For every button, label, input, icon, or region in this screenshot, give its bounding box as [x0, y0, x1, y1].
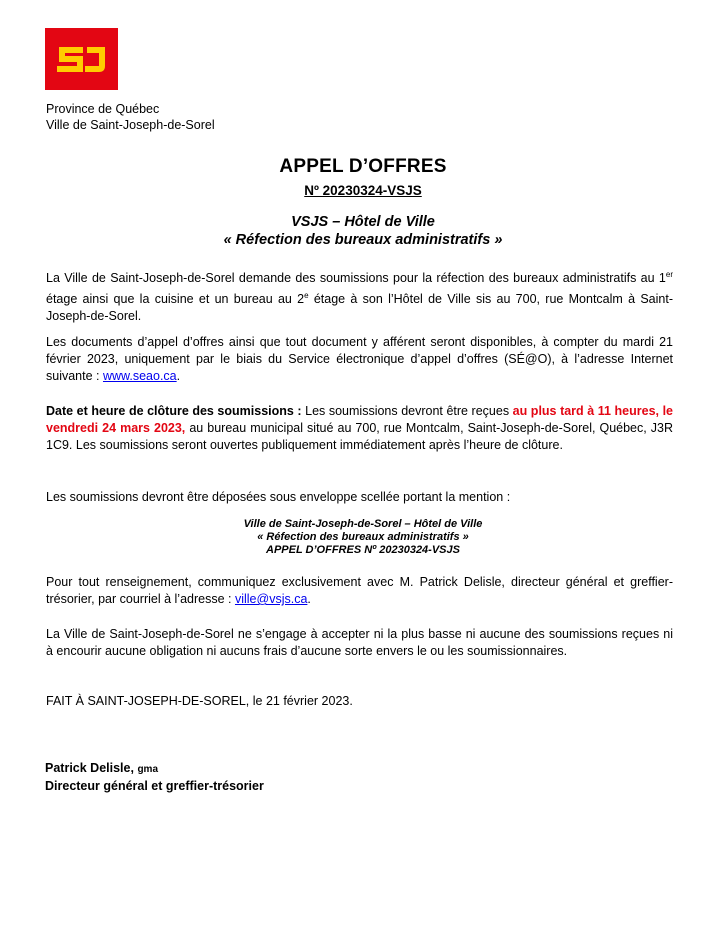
document-title: APPEL D’OFFRES — [279, 156, 447, 177]
mention-line-3: APPEL D’OFFRES Nº 20230324-VSJS — [266, 544, 460, 556]
subtitle-line-1: VSJS – Hôtel de Ville — [291, 214, 435, 230]
subtitle-line-2: « Réfection des bureaux administratifs » — [223, 232, 503, 248]
documents-after: . — [176, 369, 181, 383]
signatory-role: Directeur général et greffier-trésorier — [45, 779, 264, 793]
ville-label: Ville de Saint-Joseph-de-Sorel — [46, 118, 215, 132]
fait-line: FAIT À SAINT-JOSEPH-DE-SOREL, le 21 février 2023. — [46, 694, 353, 708]
mention-line-2: « Réfection des bureaux administratifs » — [257, 531, 469, 543]
envelope-paragraph: Les soumissions devront être déposées sous enveloppe scellée portant la mention : — [46, 490, 511, 504]
province-label: Province de Québec — [46, 102, 160, 116]
intro-text-1: La Ville de Saint-Joseph-de-Sorel demande des soumissions pour la réfection des bureaux administratifs au 1 — [46, 271, 666, 286]
closing-paragraph — [46, 403, 673, 454]
signatory-name: Patrick Delisle, — [45, 761, 134, 775]
contact-paragraph — [46, 574, 673, 608]
closing-text-1: Les soumissions devront être reçues — [301, 404, 513, 418]
tender-number: Nº 20230324-VSJS — [304, 183, 422, 198]
disclaimer-paragraph: La Ville de Saint-Joseph-de-Sorel ne s’engage à accepter ni la plus basse ni aucune des soumissions reçues ni à encourir aucune obligation ni aucuns frais d’aucune sorte envers le ou les soumissionnaires. — [46, 627, 673, 658]
signature-block — [45, 760, 264, 794]
document-subtitle — [0, 213, 726, 249]
email-link[interactable]: ville@vsjs.ca — [234, 592, 308, 606]
documents-text: Les documents d’appel d’offres ainsi que tout document y afférent seront disponibles, à compter du mardi 21 février 2023, uniquement par le biais du Service électronique d’appel d’offres (SÉ@O), à l’adresse Internet suivante : — [46, 335, 673, 383]
closing-label: Date et heure de clôture des soumissions : — [46, 404, 302, 418]
envelope-mention — [0, 518, 726, 557]
intro-text-3: étage à son l’Hôtel de Ville sis au 700, rue Montcalm à Saint-Joseph-de-Sorel. — [46, 292, 673, 324]
intro-text-2: étage ainsi que la cuisine et un bureau au 2 — [46, 292, 305, 307]
intro-sup-2: e — [304, 291, 309, 301]
sj-logo — [45, 28, 118, 90]
mention-line-1: Ville de Saint-Joseph-de-Sorel – Hôtel de Ville — [243, 518, 483, 530]
closing-deadline: au plus tard à 11 heures, le vendredi 24 mars 2023, — [46, 404, 673, 435]
documents-paragraph — [46, 334, 673, 385]
organization-header — [46, 101, 215, 133]
intro-paragraph — [46, 266, 673, 325]
intro-sup-1: er — [665, 270, 673, 279]
sj-logo-icon — [45, 28, 118, 90]
contact-after: . — [307, 592, 311, 606]
closing-text-2: au bureau municipal situé au 700, rue Montcalm, Saint-Joseph-de-Sorel, Québec, J3R 1C9. Les soumissions seront ouvertes publiquement immédiatement après l’heure de clôture. — [46, 421, 673, 452]
contact-text: Pour tout renseignement, communiquez exclusivement avec M. Patrick Delisle, directeur général et greffier-trésorier, par courriel à l’adresse : — [46, 575, 673, 606]
seao-link[interactable]: www.seao.ca — [102, 369, 177, 383]
signatory-suffix: gma — [137, 764, 158, 775]
